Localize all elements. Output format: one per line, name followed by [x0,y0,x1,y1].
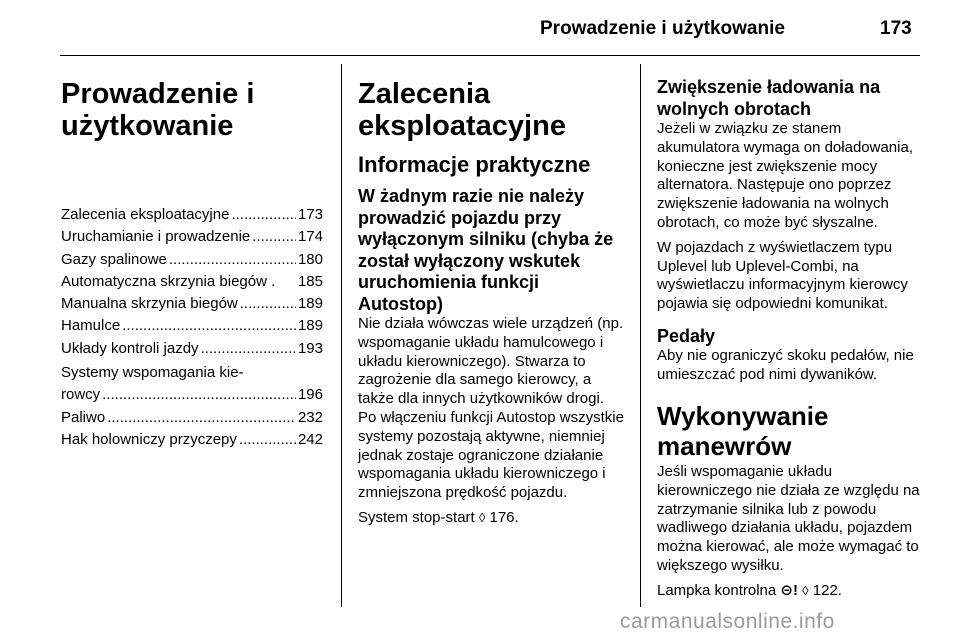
subsection-heading: Zwiększenie ładowania na wolnych obrotach [657,77,881,119]
paragraph: Jeśli wspomaganie układu kierowniczego nie działa ze względu na zatrzymanie silnika lub z powodu wadliwego działania układu, pojazdem można kierować, ale może wymagać to większego wysiłku. [657,463,920,575]
toc-entry[interactable]: Zalecenia eksploatacyjne ..... 173 [61,204,323,226]
paragraph: Jeżeli w związku ze stanem akumulatora wymaga on doładowania, konieczne jest zwiększenie mocy alternatora. Następuje ono poprzez zwiększenie ładowania na wolnych obrotach, co może być słyszalne. [657,120,913,231]
toc-entry[interactable]: Hamulce ..... 189 [61,315,323,337]
toc-entry[interactable]: Hak holowniczy przyczepy ..... 242 [61,429,323,451]
chapter-column [61,70,323,451]
toc-entry[interactable]: Automatyczna skrzynia biegów . 185 [61,272,323,290]
toc-entry[interactable]: Systemy wspomagania kie- rowcy ..... 196 [61,362,323,407]
page-number: 173 [880,18,912,39]
reference-arrow-icon: ◊ [802,582,809,598]
reference-arrow-icon: ◊ [478,509,486,525]
cross-reference[interactable]: System stop-start ◊ 176. [358,508,519,526]
paragraph: Aby nie ograniczyć skoku pedałów, nie umieszczać pod nimi dywaników. [657,347,914,384]
column-divider [640,64,641,607]
warning-heading: W żadnym razie nie należy prowadzić pojazdu przy wyłączonym silniku (chyba że został wyłączony wskutek uruchomienia funkcji Autostop) [358,186,614,314]
chapter-title: Prowadzenie i użytkowanie [61,78,255,142]
content-column-2 [358,70,624,534]
toc-entry[interactable]: Manualna skrzynia biegów ..... 189 [61,293,323,315]
toc-entry[interactable]: Układy kontroli jazdy ..... 193 [61,338,323,360]
watermark: carmanualsonline.info [620,610,835,633]
steering-warning-icon: ⊝! [780,581,798,599]
paragraph: Nie działa wówczas wiele urządzeń (np. wspomaganie układu hamulcowego i układu kierowniczego). Stwarza to zagrożenie dla samego kierowcy, a także dla innych użytkowników drogi. Po włączeniu funkcji Autostop wszystkie systemy pozostają aktywne, niemniej jednak zostaje ograniczone działanie wspomagania układu kierowniczego i zmniejszona prędkość pojazdu. [358,315,624,502]
toc-entry[interactable]: Gazy spalinowe ..... 180 [61,249,323,271]
content-column-3 [657,70,925,607]
running-header-title: Prowadzenie i użytkowanie [540,18,785,39]
toc-entry[interactable]: Paliwo ..... 232 [61,407,323,429]
paragraph: W pojazdach z wyświetlaczem typu Uplevel lub Uplevel-Combi, na wyświetlaczu informacyjnym kierowcy pojawia się odpowiedni komunikat. [657,238,908,313]
cross-reference[interactable]: Lampka kontrolna ⊝! ◊ 122. [657,581,842,599]
subsection-heading: Informacje praktyczne [358,152,591,177]
column-divider [341,64,342,607]
table-of-contents [61,204,323,451]
section-heading: Zalecenia eksploatacyjne [358,78,566,142]
section-heading: Wykonywanie manewrów [657,401,829,462]
header-rule [60,55,920,56]
subsection-heading: Pedały [657,325,716,346]
toc-entry[interactable]: Uruchamianie i prowadzenie ..... 174 [61,226,323,248]
